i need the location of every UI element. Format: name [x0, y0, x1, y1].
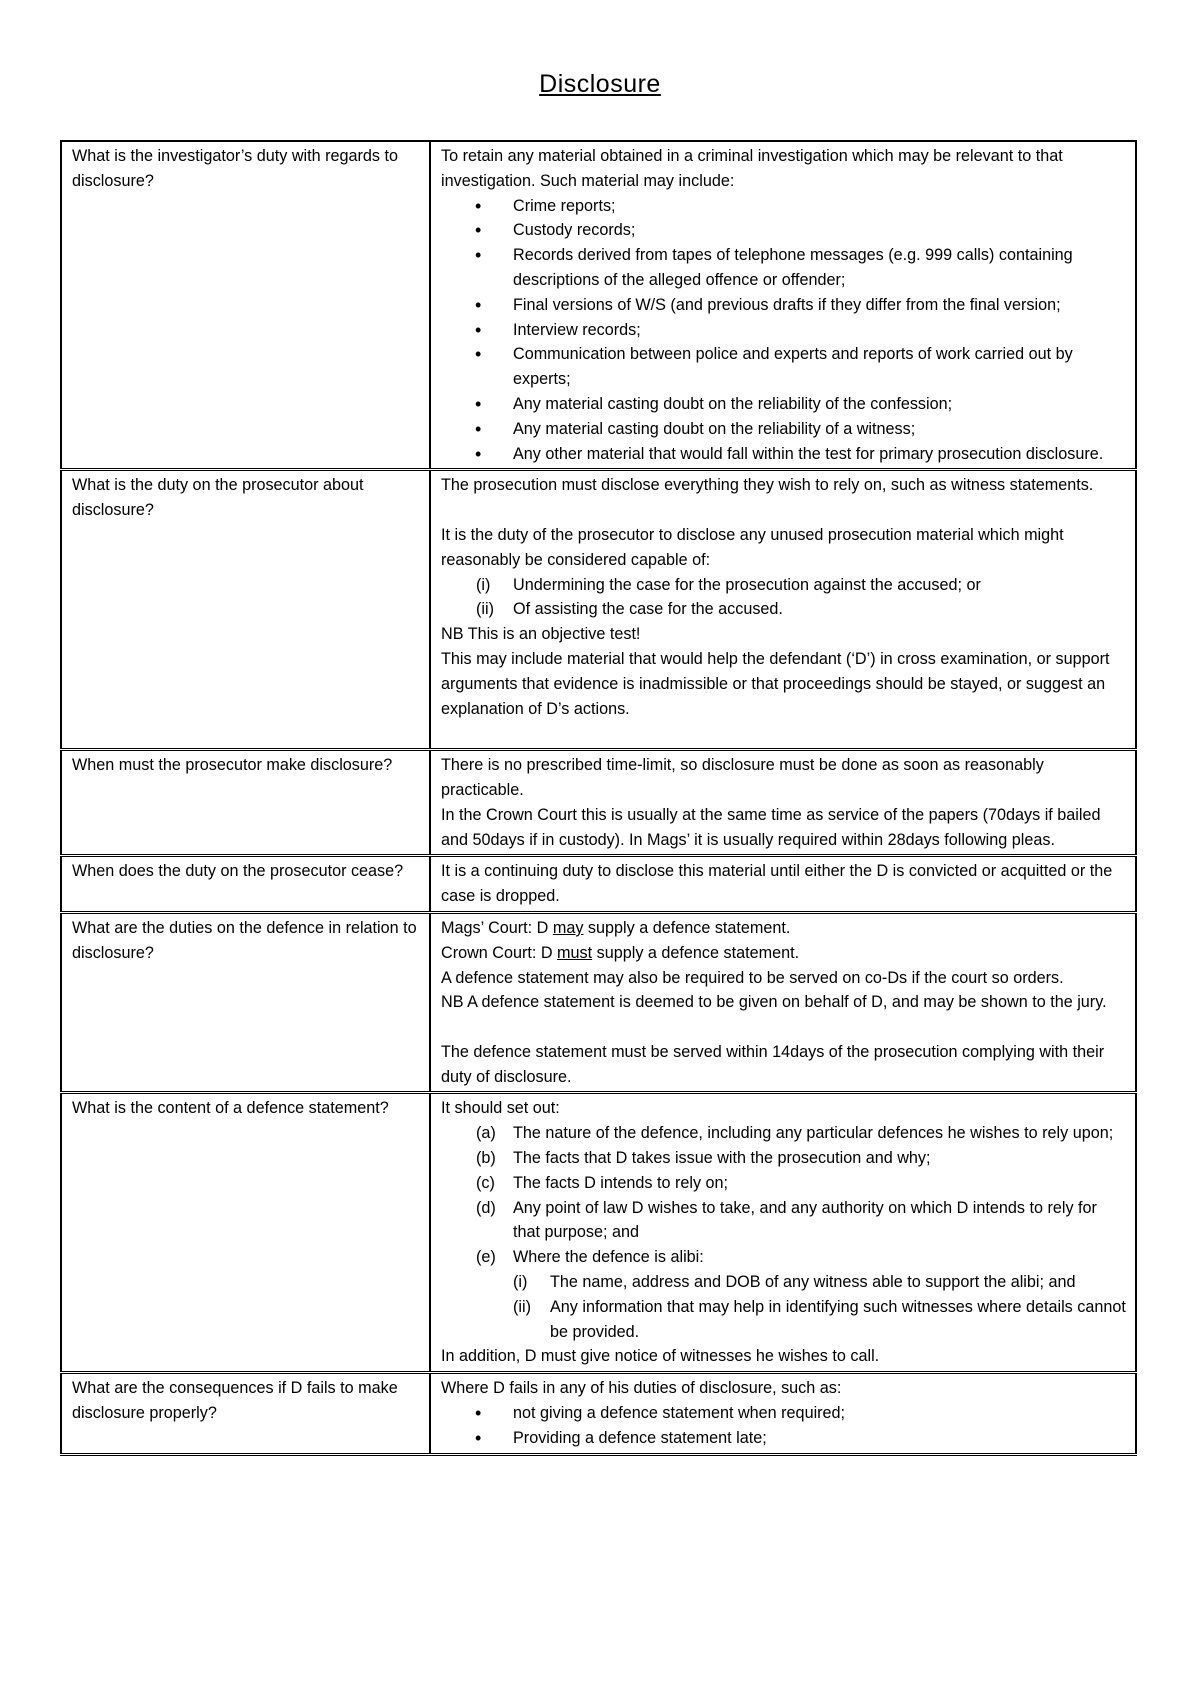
answer-text: It is a continuing duty to disclose this material until either the D is convicted or acquitted or the case is dropped. — [441, 862, 1113, 906]
sub-list — [513, 1270, 1127, 1344]
answer-cell — [430, 912, 1136, 1093]
crown-court-rest: supply a defence statement. — [592, 943, 800, 962]
answer-text: This may include material that would help the defendant (‘D’) in cross examination, or support arguments that evidence is inadmissible or that proceedings should be stayed, or suggest an explanation of D’s actions. — [441, 649, 1110, 718]
question-cell: What is the content of a defence statement? — [61, 1093, 430, 1373]
list-item: • Final versions of W/S (and previous drafts if they differ from the final version; — [513, 293, 1127, 318]
answer-text: It should set out: — [441, 1099, 560, 1118]
list-marker: (i) — [513, 1273, 528, 1292]
question-cell: What are the duties on the defence in relation to disclosure? — [61, 912, 430, 1093]
answer-cell — [430, 1093, 1136, 1373]
list-item: • Records derived from tapes of telephone messages (e.g. 999 calls) containing descriptions of the alleged offence or offender; — [513, 243, 1127, 293]
answer-cell — [430, 1373, 1136, 1454]
list-item-text: Any information that may help in identifying such witnesses where details cannot be provided. — [550, 1297, 1126, 1341]
bullet-list — [441, 1401, 1127, 1451]
table-row — [61, 1373, 1136, 1454]
answer-cell — [430, 470, 1136, 750]
table-row — [61, 141, 1136, 470]
disclosure-table — [60, 140, 1137, 1456]
numbered-list — [441, 573, 1127, 623]
list-item: • Any other material that would fall within the test for primary prosecution disclosure. — [513, 442, 1127, 467]
list-item: • Custody records; — [513, 218, 1127, 243]
answer-text: A defence statement may also be required to be served on co-Ds if the court so orders. — [441, 968, 1064, 987]
answer-text: In the Crown Court this is usually at the same time as service of the papers (70days if bailed and 50days if in custody). In Mags’ it is usually required within 28days following pleas. — [441, 805, 1101, 849]
question-cell: When must the prosecutor make disclosure? — [61, 750, 430, 856]
list-item: • Communication between police and experts and reports of work carried out by experts; — [513, 342, 1127, 392]
list-item — [476, 1121, 1127, 1146]
answer-cell — [430, 750, 1136, 856]
answer-text: There is no prescribed time-limit, so disclosure must be done as soon as reasonably practicable. — [441, 756, 1044, 799]
list-item — [476, 1245, 1127, 1344]
list-item-text: The facts D intends to rely on; — [513, 1173, 729, 1192]
list-item: • Interview records; — [513, 318, 1127, 343]
list-item: • not giving a defence statement when required; — [513, 1401, 1127, 1426]
list-marker: (b) — [476, 1149, 496, 1168]
list-item — [513, 1270, 1127, 1295]
list-item-text: The name, address and DOB of any witness able to support the alibi; and — [550, 1273, 1076, 1292]
answer-cell — [430, 856, 1136, 913]
list-item — [476, 1171, 1127, 1196]
list-item — [476, 597, 1127, 622]
list-marker: (a) — [476, 1124, 496, 1143]
question-cell: When does the duty on the prosecutor cease? — [61, 856, 430, 913]
answer-cell — [430, 141, 1136, 470]
note-text: NB A defence statement is deemed to be given on behalf of D, and may be shown to the jury. — [441, 993, 1107, 1012]
answer-text — [441, 941, 1127, 966]
note-text: NB This is an objective test! — [441, 625, 641, 644]
list-item: • Crime reports; — [513, 194, 1127, 219]
table-row — [61, 1093, 1136, 1373]
question-cell: What are the consequences if D fails to make disclosure properly? — [61, 1373, 430, 1454]
answer-text: In addition, D must give notice of witnesses he wishes to call. — [441, 1347, 880, 1366]
answer-text: The prosecution must disclose everything they wish to rely on, such as witness statements. — [441, 476, 1094, 495]
lettered-list — [441, 1121, 1127, 1344]
crown-court-label: Crown Court: D — [441, 943, 558, 962]
list-item — [476, 1196, 1127, 1246]
list-item-text: Any point of law D wishes to take, and any authority on which D intends to rely for that purpose; and — [513, 1198, 1097, 1242]
emphasis-must: must — [557, 943, 593, 962]
list-item-text: Where the defence is alibi: — [513, 1248, 704, 1267]
list-item-text: The facts that D takes issue with the prosecution and why; — [513, 1149, 931, 1168]
table-row — [61, 856, 1136, 913]
mags-court-rest: supply a defence statement. — [583, 918, 791, 937]
list-marker: (e) — [476, 1248, 496, 1267]
answer-text: Where D fails in any of his duties of disclosure, such as: — [441, 1379, 842, 1398]
answer-text: To retain any material obtained in a criminal investigation which may be relevant to that investigation. Such material may include: — [441, 147, 1063, 190]
list-marker: (ii) — [513, 1297, 531, 1316]
list-item-text: The nature of the defence, including any particular defences he wishes to rely upon; — [513, 1124, 1114, 1143]
mags-court-label: Mags’ Court: D — [441, 918, 553, 937]
question-cell: What is the investigator’s duty with regards to disclosure? — [61, 141, 430, 470]
table-row — [61, 912, 1136, 1093]
table-row — [61, 470, 1136, 750]
list-item — [476, 573, 1127, 598]
list-marker: (i) — [476, 575, 491, 594]
answer-text — [441, 916, 1127, 941]
question-cell: What is the duty on the prosecutor about disclosure? — [61, 470, 430, 750]
list-item — [513, 1295, 1127, 1345]
list-item-text: Undermining the case for the prosecution against the accused; or — [513, 575, 981, 594]
list-item-text: Of assisting the case for the accused. — [513, 600, 783, 619]
list-marker: (ii) — [476, 600, 494, 619]
list-marker: (c) — [476, 1173, 495, 1192]
table-row — [61, 750, 1136, 856]
document-title: Disclosure — [539, 70, 661, 98]
list-item: • Providing a defence statement late; — [513, 1426, 1127, 1451]
list-marker: (d) — [476, 1198, 496, 1217]
answer-text: It is the duty of the prosecutor to disclose any unused prosecution material which might reasonably be considered capable of: — [441, 525, 1064, 569]
list-item: • Any material casting doubt on the reliability of a witness; — [513, 417, 1127, 442]
bullet-list — [441, 194, 1127, 467]
emphasis-may: may — [552, 918, 584, 937]
list-item — [476, 1146, 1127, 1171]
answer-text: The defence statement must be served within 14days of the prosecution complying with their duty of disclosure. — [441, 1042, 1105, 1086]
list-item: • Any material casting doubt on the reliability of the confession; — [513, 392, 1127, 417]
